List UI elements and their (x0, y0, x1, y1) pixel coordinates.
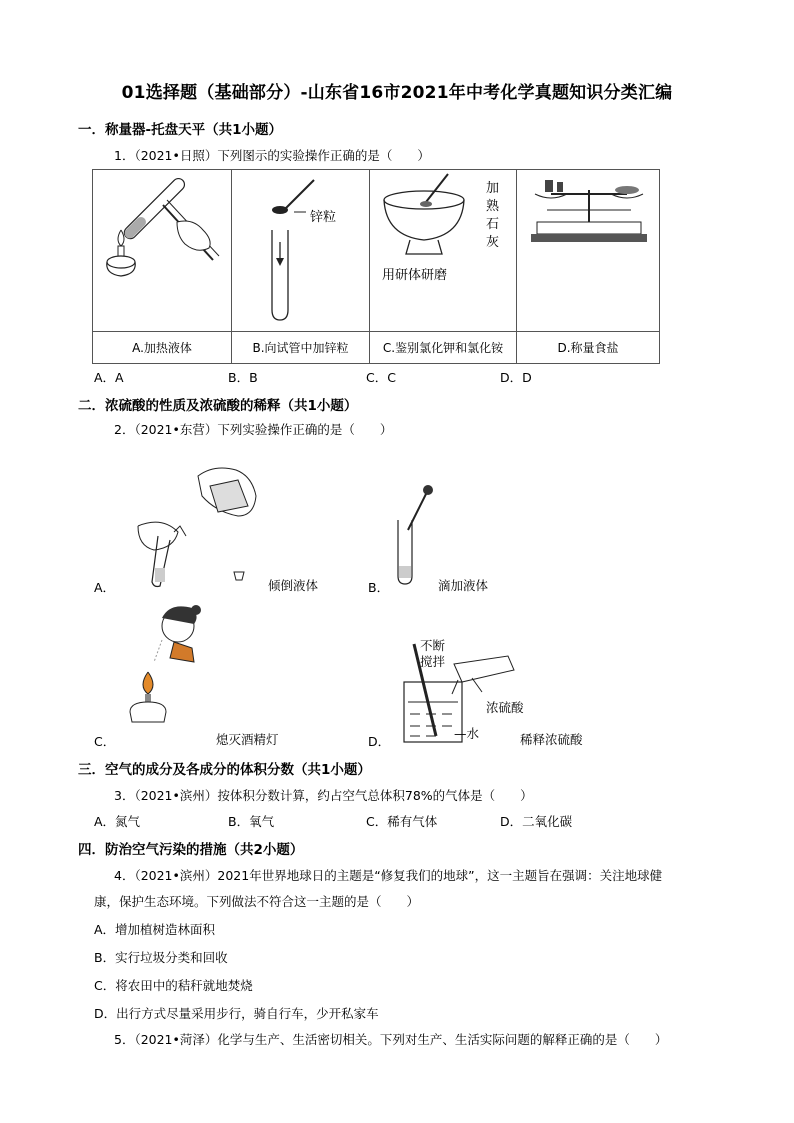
figure-heating-liquid (93, 170, 232, 332)
stir-label-1: 不断 (420, 638, 446, 653)
q3-option-b: B．氧气 (228, 814, 275, 829)
cell-label-d: D.称量食盐 (517, 332, 660, 364)
q2-option-c-caption: 熄灭酒精灯 (216, 732, 279, 747)
question-1-stem: 1．（2021•日照）下列图示的实验操作正确的是（ ） (114, 148, 430, 163)
section-heading-4: 四．防治空气污染的措施（共2小题） (78, 842, 304, 858)
section-heading-3: 三．空气的成分及各成分的体积分数（共1小题） (78, 762, 371, 778)
zinc-label: 锌粒 (310, 210, 337, 225)
figure-balance (517, 170, 660, 332)
question-4-stem-line2: 康，保护生态环境。下列做法不符合这一主题的是（ ） (94, 894, 420, 909)
question-4-stem-line1: 4．（2021•滨州）2021年世界地球日的主题是“修复我们的地球”，这一主题旨在强调：关注地球健 (114, 868, 663, 883)
q2-option-c-letter: C． (94, 734, 116, 749)
acid-label: 浓硫酸 (486, 700, 524, 715)
q4-option-d: D．出行方式尽量采用步行，骑自行车，少开私家车 (94, 1006, 379, 1021)
question-3-stem: 3．（2021•滨州）按体积分数计算，约占空气总体积78%的气体是（ ） (114, 788, 533, 803)
section-heading-1: 一．称量器-托盘天平（共1小题） (78, 122, 282, 138)
q4-option-c: C．将农田中的秸秆就地焚烧 (94, 978, 253, 993)
q3-option-a: A．氮气 (94, 814, 141, 829)
bottle-stopper-icon (232, 570, 246, 582)
q1-option-b: B．B (228, 370, 258, 385)
figure-extinguish-lamp (118, 602, 218, 732)
grind-label: 用研体研磨 (382, 268, 448, 283)
figure-mortar-grind (370, 170, 517, 332)
q2-option-d-letter: D． (368, 734, 391, 749)
lime-label: 加 熟 石 灰 (486, 181, 500, 250)
question-1-figure-table (92, 169, 660, 364)
question-5-stem: 5．（2021•菏泽）化学与生产、生活密切相关。下列对生产、生活实际问题的解释正确的是（ ） (114, 1032, 668, 1047)
q1-option-c: C．C (366, 370, 396, 385)
q2-option-b-caption: 滴加液体 (438, 578, 489, 593)
figure-add-zinc (232, 170, 370, 332)
q2-option-b-letter: B． (368, 580, 390, 595)
water-label: —水 (454, 726, 480, 741)
page-title: 01选择题（基础部分）-山东省16市2021年中考化学真题知识分类汇编 (121, 83, 673, 103)
q3-option-d: D．二氧化碳 (500, 814, 573, 829)
cell-label-c: C.鉴别氯化钾和氯化铵 (370, 332, 517, 364)
question-2-stem: 2．（2021•东营）下列实验操作正确的是（ ） (114, 422, 393, 437)
q1-option-a: A．A (94, 370, 124, 385)
q1-option-d: D．D (500, 370, 532, 385)
q2-option-a-caption: 倾倒液体 (268, 578, 319, 593)
q4-option-b: B．实行垃圾分类和回收 (94, 950, 228, 965)
figure-dropper (392, 484, 442, 588)
cell-label-a: A.加热液体 (93, 332, 232, 364)
q2-option-d-caption: 稀释浓硫酸 (520, 732, 583, 747)
q3-option-c: C．稀有气体 (366, 814, 438, 829)
q2-option-a-letter: A． (94, 580, 116, 595)
stir-label-2: 搅拌 (420, 654, 446, 669)
q4-option-a: A．增加植树造林面积 (94, 922, 216, 937)
cell-label-b: B.向试管中加锌粒 (232, 332, 370, 364)
section-heading-2: 二．浓硫酸的性质及浓硫酸的稀释（共1小题） (78, 398, 358, 414)
